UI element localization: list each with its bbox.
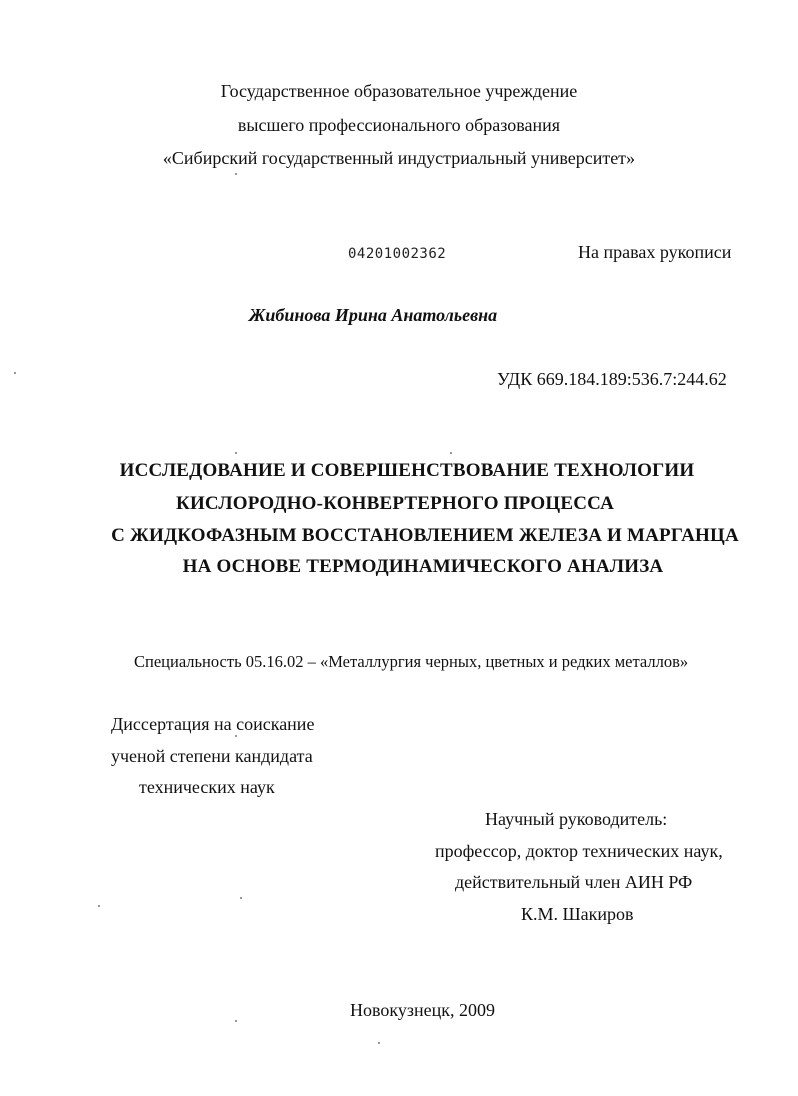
dissertation-line-1: Диссертация на соискание: [111, 714, 315, 734]
supervisor-label: Научный руководитель:: [485, 809, 668, 829]
title-line-4: НА ОСНОВЕ ТЕРМОДИНАМИЧЕСКОГО АНАЛИЗА: [182, 556, 664, 577]
institution-line-2: высшего профессионального образования: [237, 115, 561, 135]
dissertation-line-2: ученой степени кандидата: [111, 746, 313, 766]
author-name: Жибинова Ирина Анатольевна: [248, 305, 498, 325]
supervisor-line-1: профессор, доктор технических наук,: [435, 841, 723, 861]
title-line-1: ИССЛЕДОВАНИЕ И СОВЕРШЕНСТВОВАНИЕ ТЕХНОЛОГИИ: [119, 460, 695, 481]
scan-speck: [235, 173, 237, 175]
dissertation-line-3: технических наук: [139, 777, 275, 797]
scan-speck: [98, 905, 100, 907]
scan-speck: [235, 452, 237, 454]
institution-line-3: «Сибирский государственный индустриальный университет»: [162, 148, 636, 168]
registration-code: 04201002362: [348, 246, 447, 262]
manuscript-note: На правах рукописи: [578, 242, 732, 262]
scan-speck: [14, 372, 16, 374]
scan-speck: [378, 1042, 380, 1044]
title-line-2: КИСЛОРОДНО-КОНВЕРТЕРНОГО ПРОЦЕССА: [175, 493, 615, 514]
udc-code: УДК 669.184.189:536.7:244.62: [497, 369, 727, 389]
institution-line-1: Государственное образовательное учреждение: [220, 81, 578, 101]
scan-speck: [450, 452, 452, 454]
scan-speck: [240, 897, 242, 899]
scan-speck: [235, 735, 237, 737]
scan-speck: [235, 1020, 237, 1022]
specialty: Специальность 05.16.02 – «Металлургия черных, цветных и редких металлов»: [134, 652, 689, 671]
place-year: Новокузнецк, 2009: [350, 1000, 495, 1020]
title-line-3: С ЖИДКОФАЗНЫМ ВОССТАНОВЛЕНИЕМ ЖЕЛЕЗА И МАРГАНЦА: [111, 525, 739, 546]
supervisor-name: К.М. Шакиров: [521, 904, 634, 924]
supervisor-line-2: действительный член АИН РФ: [455, 872, 693, 892]
